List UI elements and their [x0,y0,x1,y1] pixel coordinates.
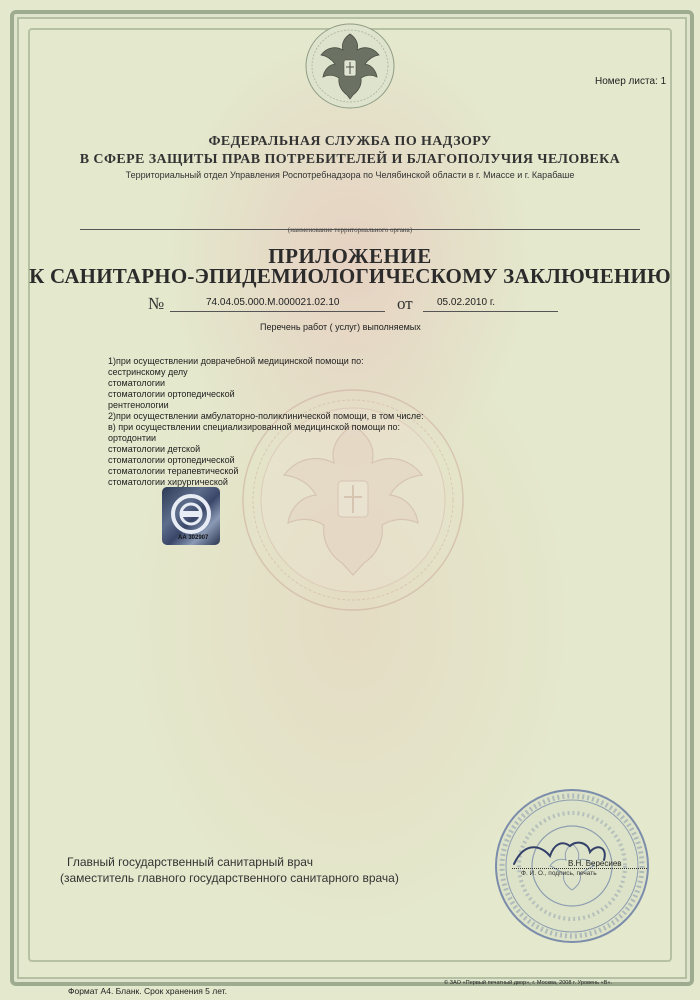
date-underline [423,311,558,312]
service-item: стоматологии ортопедической [108,389,235,399]
service-item: стоматологии ортопедической [108,455,235,465]
footer-format-note: Формат А4. Бланк. Срок хранения 5 лет. [68,986,227,996]
service-item: рентгенологии [108,400,169,410]
signatory-name: В.Н. Бересиев [568,859,622,868]
service-item: ортодонтии [108,433,157,443]
services-list [108,356,424,488]
service-item: стоматологии хирургической [108,477,228,487]
signature-line [512,868,647,869]
service-item: стоматологии детской [108,444,201,454]
document-title-2: К САНИТАРНО-ЭПИДЕМИОЛОГИЧЕСКОМУ ЗАКЛЮЧЕНИЮ [29,264,671,288]
hologram-code: АА 302907 [178,535,209,541]
document-title-1: ПРИЛОЖЕНИЕ [268,244,432,268]
conclusion-date: 05.02.2010 г. [437,297,496,308]
service-item: 1)при осуществлении доврачебной медицинской помощи по: [108,356,364,366]
service-item: сестринскому делу [108,367,188,377]
service-item: в) при осуществлении специализированной медицинской помощи по: [108,422,401,432]
territorial-body-caption: (наименование территориального органа) [287,226,413,234]
header-line-2: В СФЕРЕ ЗАЩИТЫ ПРАВ ПОТРЕБИТЕЛЕЙ И БЛАГОПОЛУЧИЯ ЧЕЛОВЕКА [79,152,621,167]
service-item: стоматологии терапевтической [108,466,239,476]
date-label: от [397,294,413,313]
sheet-number: Номер листа: 1 [595,76,667,87]
number-underline [170,311,385,312]
footer-printer-note: © ЗАО «Первый печатный двор», г. Москва, 2008 г. Уровень «В». [444,980,613,986]
service-item: стоматологии [108,378,166,388]
header-line-1: ФЕДЕРАЛЬНАЯ СЛУЖБА ПО НАДЗОРУ [208,134,492,149]
service-item: 2)при осуществлении амбулаторно-поликлинической помощи, в том числе: [108,411,424,421]
signatory-title: Главный государственный санитарный врач [67,855,313,869]
signature-caption: Ф. И. О., подпись, печать [521,870,597,877]
services-caption: Перечень работ ( услуг) выполняемых [260,322,421,332]
territorial-body: Территориальный отдел Управления Роспотребнадзора по Челябинской области в г. Миассе и г. Карабаше [125,170,575,180]
signatory-subtitle: (заместитель главного государственного санитарного врача) [60,871,399,885]
conclusion-number: 74.04.05.000.М.000021.02.10 [206,297,340,308]
number-label: № [148,294,165,313]
top-eagle-emblem-icon [300,18,400,113]
